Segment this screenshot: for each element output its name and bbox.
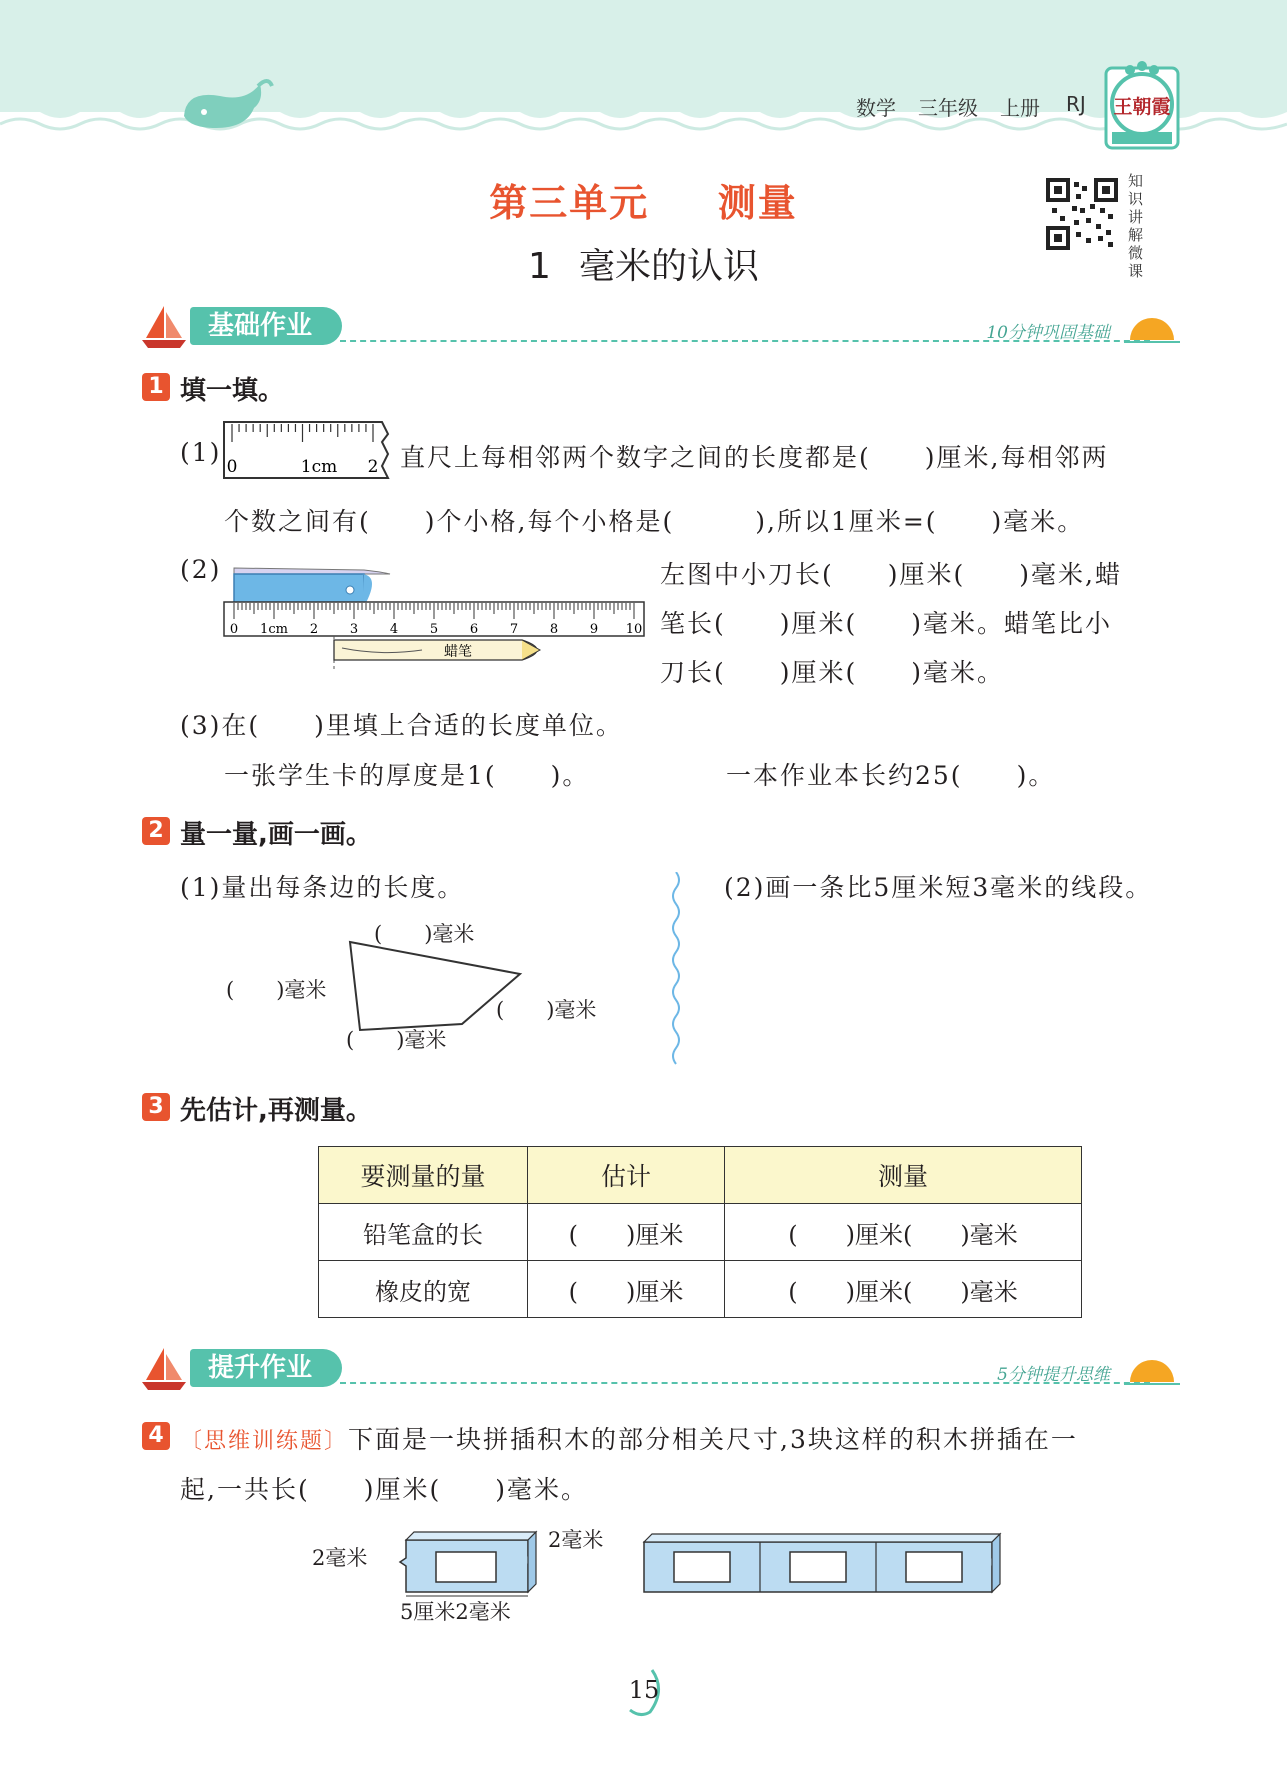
q1-part3-a: 一张学生卡的厚度是1( )。 [224, 761, 590, 790]
big-ruler-tick-3: 3 [349, 622, 359, 637]
single-block-figure [396, 1526, 546, 1598]
q4-tag: 〔思维训练题〕 [180, 1429, 349, 1454]
table-cell: ( )厘米( )毫米 [725, 1204, 1082, 1261]
lesson-number: 1 [528, 246, 551, 287]
table-header-row [319, 1147, 1082, 1204]
question-number: 4 [142, 1422, 170, 1450]
q1-part1-line1: 直尺上每相邻两个数字之间的长度都是( )厘米,每相邻两 [400, 443, 1109, 472]
block-label-right: 2毫米 [548, 1528, 604, 1552]
q4-line1-text: 下面是一块拼插积木的部分相关尺寸,3块这样的积木拼插在一 [348, 1425, 1078, 1454]
three-blocks-figure [640, 1528, 1010, 1598]
big-ruler-tick-5: 5 [429, 622, 439, 637]
q1-part2-line1: 左图中小刀长( )厘米( )毫米,蜡 [660, 560, 1122, 589]
ruler-knife-crayon-figure [222, 566, 648, 672]
brand-logo [1102, 60, 1182, 150]
sailboat-icon [140, 1344, 188, 1392]
section-basic-header [140, 302, 1180, 352]
table-cell: 橡皮的宽 [319, 1261, 528, 1318]
edge-label-right: ( )毫米 [496, 998, 597, 1022]
sunset-icon [1124, 314, 1180, 344]
big-ruler-tick-2: 2 [309, 622, 319, 637]
sunset-icon [1124, 1356, 1180, 1386]
section-basic-label: 基础作业 [190, 307, 342, 345]
question-number: 2 [142, 817, 170, 845]
question-title: 先估计,再测量。 [180, 1096, 372, 1126]
big-ruler-tick-6: 6 [469, 622, 479, 637]
lesson-name: 毫米的认识 [578, 246, 759, 287]
block-label-bottom: 5厘米2毫米 [400, 1600, 511, 1624]
q1-part1-label: (1) [180, 438, 222, 467]
q1-part2-label: (2) [180, 555, 222, 584]
big-ruler-tick-4: 4 [389, 622, 399, 637]
volume-label: 上册 [1000, 96, 1040, 120]
q4-line1 [180, 1420, 1078, 1456]
unit-name: 第三单元 [489, 181, 650, 225]
edge-label-top: ( )毫米 [374, 922, 475, 946]
big-ruler-tick-10: 10 [625, 622, 643, 637]
small-ruler [222, 420, 390, 482]
question-number: 3 [142, 1093, 170, 1121]
question-number: 1 [142, 373, 170, 401]
table-cell: ( )厘米( )毫米 [725, 1261, 1082, 1318]
small-ruler-tick-0: 0 [226, 457, 238, 477]
q1-part2-line3: 刀长( )厘米( )毫米。 [660, 658, 1005, 687]
table-header: 估计 [528, 1147, 725, 1204]
q1-part3-line1: (3)在( )里填上合适的长度单位。 [180, 711, 623, 740]
table-header: 要测量的量 [319, 1147, 528, 1204]
whale-icon [176, 76, 276, 134]
page-number: 15 [628, 1676, 660, 1704]
edition-label: RJ [1066, 92, 1086, 116]
section-advanced-note: 5分钟提升思维 [997, 1365, 1110, 1385]
q2-part2: (2)画一条比5厘米短3毫米的线段。 [724, 873, 1153, 902]
q2-part1: (1)量出每条边的长度。 [180, 873, 465, 902]
table-row [319, 1204, 1082, 1261]
qr-code-icon[interactable] [1046, 178, 1118, 250]
brand-name: 王朝霞 [1113, 96, 1171, 118]
wavy-divider [668, 872, 684, 1072]
section-advanced-label: 提升作业 [190, 1349, 342, 1387]
table-header: 测量 [725, 1147, 1082, 1204]
q1-part3-b: 一本作业本长约25( )。 [726, 761, 1056, 790]
block-label-left: 2毫米 [312, 1546, 368, 1570]
q4-line2: 起,一共长( )厘米( )毫米。 [180, 1475, 588, 1504]
edge-label-left: ( )毫米 [226, 978, 327, 1002]
edge-label-bottom: ( )毫米 [346, 1028, 447, 1052]
q1-part2-line2: 笔长( )厘米( )毫米。蜡笔比小 [660, 609, 1113, 638]
big-ruler-tick-7: 7 [509, 622, 519, 637]
estimate-table [318, 1146, 1082, 1318]
small-ruler-tick-1: 1cm [300, 457, 338, 477]
big-ruler-tick-0: 0 [229, 622, 239, 637]
qr-label: 知识讲解微课 [1128, 172, 1144, 280]
grade-label: 三年级 [918, 96, 978, 120]
table-cell: ( )厘米 [528, 1261, 725, 1318]
big-ruler-tick-8: 8 [549, 622, 559, 637]
small-ruler-tick-2: 2 [367, 457, 379, 477]
unit-topic: 测量 [717, 181, 798, 225]
table-cell: ( )厘米 [528, 1204, 725, 1261]
section-basic-note: 10分钟巩固基础 [986, 323, 1110, 343]
table-row [319, 1261, 1082, 1318]
table-cell: 铅笔盒的长 [319, 1204, 528, 1261]
big-ruler-tick-1: 1cm [260, 622, 288, 637]
sailboat-icon [140, 302, 188, 350]
big-ruler-tick-9: 9 [589, 622, 599, 637]
section-advanced-header [140, 1344, 1180, 1394]
question-title: 填一填。 [180, 376, 285, 406]
subject-label: 数学 [856, 96, 896, 120]
q1-part1-line2: 个数之间有( )个小格,每个小格是( ),所以1厘米=( )毫米。 [224, 507, 1085, 536]
question-title: 量一量,画一画。 [180, 820, 372, 850]
crayon-label: 蜡笔 [444, 644, 472, 660]
